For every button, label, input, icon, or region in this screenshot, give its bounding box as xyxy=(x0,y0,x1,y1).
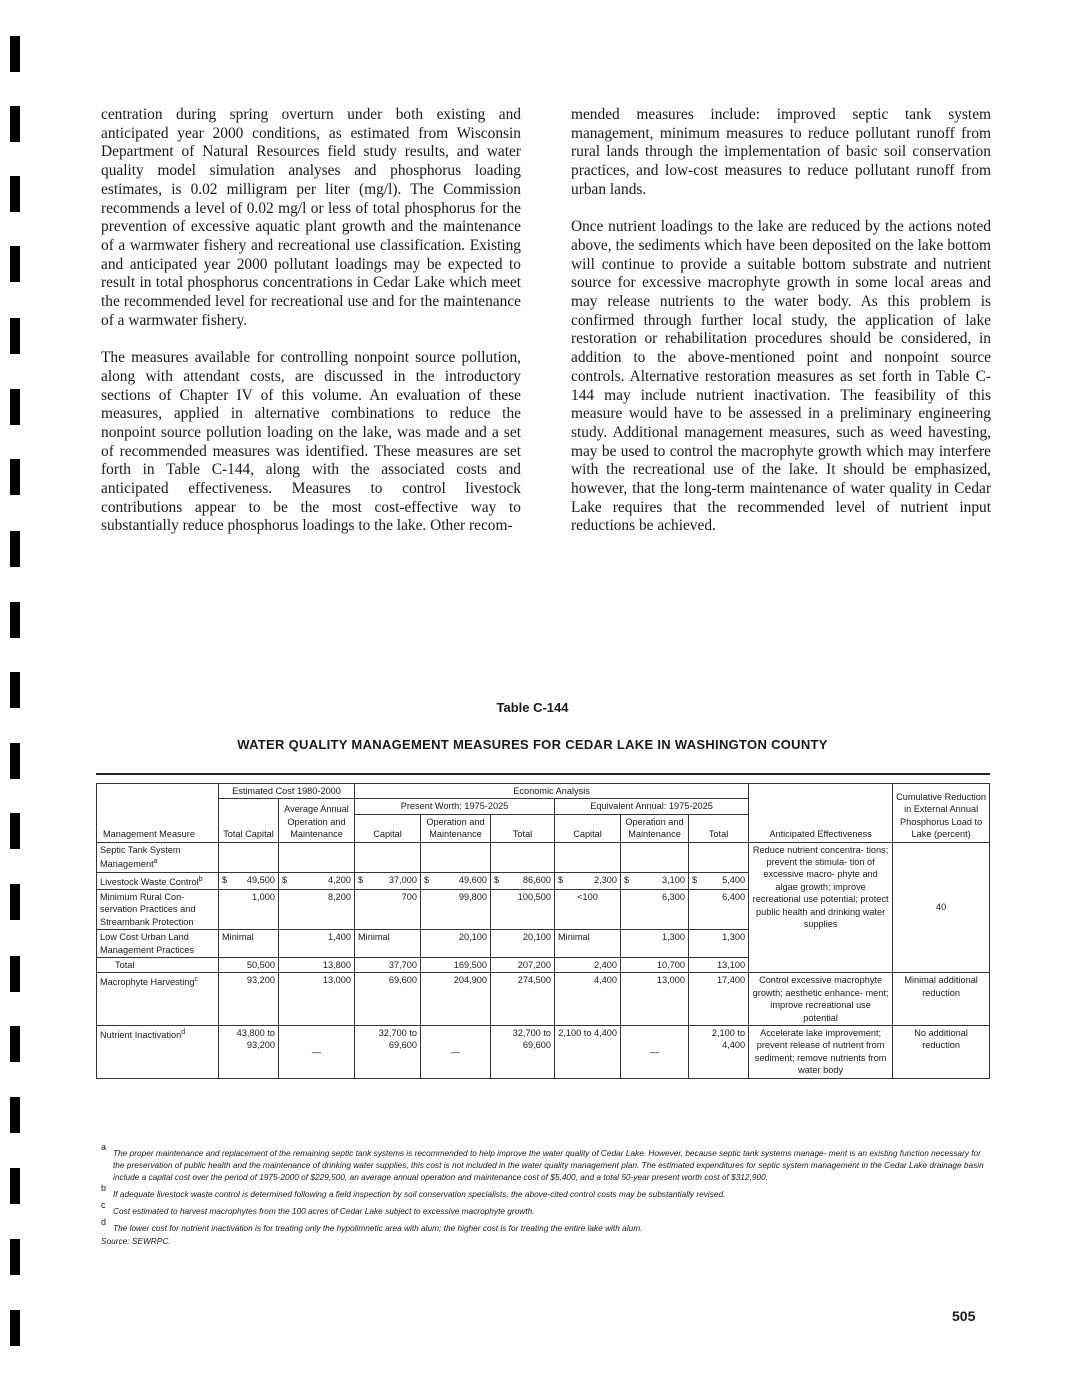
table-label: Table C-144 xyxy=(496,700,569,715)
measure-name: Total xyxy=(97,958,219,973)
binding-marks xyxy=(10,0,30,1380)
header-cumulative-reduction: Cumulative Reduction in External Annual Phosphorus Load to Lake (percent) xyxy=(893,784,990,843)
binding-mark xyxy=(10,318,20,354)
header-pw-total: Total xyxy=(491,814,555,842)
value-cell: 4,400 xyxy=(555,973,621,1026)
footnote-b: b If adequate livestock waste control is determined following a field inspection by soil conservation specialists, the above-cited control costs may be substantially revised. xyxy=(101,1183,726,1199)
value-cell: Minimal xyxy=(219,930,279,958)
table-footnotes xyxy=(101,1142,991,1247)
value-cell: 6,300 xyxy=(621,889,689,929)
value-cell: 700 xyxy=(355,889,421,929)
binding-mark xyxy=(10,602,20,638)
measure-name: Nutrient Inactivation$^d$ xyxy=(97,1026,219,1079)
table-row xyxy=(97,1026,990,1079)
value-cell: 274,500 xyxy=(491,973,555,1026)
value-cell: — xyxy=(279,1026,355,1079)
value-cell: 37,700 xyxy=(355,958,421,973)
binding-mark xyxy=(10,389,20,425)
header-pw-capital: Capital xyxy=(355,814,421,842)
header-estimated-cost: Estimated Cost 1980-2000 xyxy=(219,784,355,799)
table-title: WATER QUALITY MANAGEMENT MEASURES FOR CEDAR LAKE IN WASHINGTON COUNTY xyxy=(237,737,828,752)
value-cell: $ 86,600 xyxy=(491,872,555,889)
binding-mark xyxy=(10,1026,20,1062)
body-paragraph: mended measures include: improved septic tank system management, minimum measures to reduce pollutant runoff from rural lands through the implementation of basic soil conservation practices, and low-cost measures to reduce pollutant runoff from urban lands. xyxy=(571,106,991,198)
header-equivalent-annual: Equivalent Annual: 1975-2025 xyxy=(555,799,749,814)
measure-name: Minimum Rural Con- servation Practices and Streambank Protection xyxy=(97,889,219,929)
value-cell: $ 5,400 xyxy=(689,872,749,889)
body-paragraph: Once nutrient loadings to the lake are reduced by the actions noted above, the sediments which have been deposited on the lake bottom will continue to provide a suitable bottom substrate and nutrient source for excessive macrophyte growth in some local areas and may release nutrients to the water body. As this problem is confirmed through further local study, the application of lake restoration or rehabilitation procedures should be considered, in addition to the above-mentioned point and nonpoint source controls. Alternative restoration measures as set forth in Table C-144 may include nutrient inactivation. The feasibility of this measure would have to be assessed in a preliminary engineering study. Additional management measures, such as weed havesting, may be used to control the macrophyte growth which may interfere with the recreational use of the lake. It should be emphasized, however, that the long-term maintenance of water quality in Cedar Lake requires that the recommended level of nutrient input reductions be achieved. xyxy=(571,218,991,535)
effectiveness-cell: Reduce nutrient concentra- tions; prevent the stimula- tion of excessive macro- phyte and algae growth; improve recreational use potential; protect public health and drinking water supplies xyxy=(749,842,893,973)
footnote-c: c Cost estimated to harvest macrophytes from the 100 acres of Cedar Lake subject to excessive macrophyte growth. xyxy=(101,1200,535,1216)
value-cell: $ 2,300 xyxy=(555,872,621,889)
reduction-cell: Minimal additional reduction xyxy=(893,973,990,1026)
binding-mark xyxy=(10,1310,20,1346)
value-cell: 13,100 xyxy=(689,958,749,973)
value-cell: 1,300 xyxy=(689,930,749,958)
table-top-rule xyxy=(96,773,990,775)
value-cell: 69,600 xyxy=(355,973,421,1026)
binding-mark xyxy=(10,246,20,282)
measure-name: Livestock Waste Control$^b$ xyxy=(97,872,219,889)
value-cell: 2,100 to 4,400 xyxy=(689,1026,749,1079)
binding-mark xyxy=(10,1239,20,1275)
binding-mark xyxy=(10,36,20,72)
value-cell: 13,800 xyxy=(279,958,355,973)
value-cell: 99,800 xyxy=(421,889,491,929)
value-cell: $ 3,100 xyxy=(621,872,689,889)
measures-table xyxy=(96,783,990,1079)
binding-mark xyxy=(10,813,20,849)
value-cell: 1,000 xyxy=(219,889,279,929)
value-cell: 1,400 xyxy=(279,930,355,958)
effectiveness-cell: Accelerate lake improvement; prevent release of nutrient from sediment; remove nutrients from water body xyxy=(749,1026,893,1079)
reduction-cell: No additional reduction xyxy=(893,1026,990,1079)
footnote-d: d The lower cost for nutrient inactivation is for treating only the hypolimnetic area with alum; the higher cost is for treating the entire lake with alum. xyxy=(101,1217,643,1233)
table-row xyxy=(97,973,990,1026)
effectiveness-cell: Control excessive macrophyte growth; aesthetic enhance- ment; improve recreational use potential xyxy=(749,973,893,1026)
header-ea-om: Operation and Maintenance xyxy=(621,814,689,842)
binding-mark xyxy=(10,1168,20,1204)
value-cell: 32,700 to 69,600 xyxy=(355,1026,421,1079)
value-cell: 20,100 xyxy=(491,930,555,958)
header-management-measure: Management Measure xyxy=(97,784,219,843)
value-cell: 10,700 xyxy=(621,958,689,973)
left-text-column xyxy=(101,106,521,555)
value-cell: $ 49,500 xyxy=(219,872,279,889)
source-note: Source: SEWRPC. xyxy=(101,1236,171,1246)
measure-name: Low Cost Urban Land Management Practices xyxy=(97,930,219,958)
value-cell: 2,400 xyxy=(555,958,621,973)
binding-mark xyxy=(10,176,20,212)
value-cell: 13,000 xyxy=(621,973,689,1026)
value-cell: $ 49,600 xyxy=(421,872,491,889)
header-average-annual-om: Average Annual Operation and Maintenance xyxy=(279,799,355,842)
right-text-column xyxy=(571,106,991,555)
value-cell: 20,100 xyxy=(421,930,491,958)
header-ea-total: Total xyxy=(689,814,749,842)
table-row xyxy=(97,842,990,872)
value-cell: 32,700 to 69,600 xyxy=(491,1026,555,1079)
value-cell: — xyxy=(621,1026,689,1079)
binding-mark xyxy=(10,106,20,142)
value-cell: 6,400 xyxy=(689,889,749,929)
binding-mark xyxy=(10,531,20,567)
value-cell: 1,300 xyxy=(621,930,689,958)
value-cell: $ 4,200 xyxy=(279,872,355,889)
value-cell: 43,800 to 93,200 xyxy=(219,1026,279,1079)
value-cell: 207,200 xyxy=(491,958,555,973)
value-cell: 50,500 xyxy=(219,958,279,973)
header-total-capital: Total Capital xyxy=(219,799,279,842)
value-cell: Minimal xyxy=(355,930,421,958)
value-cell: 13,000 xyxy=(279,973,355,1026)
page-number: 505 xyxy=(952,1308,976,1324)
binding-mark xyxy=(10,1097,20,1133)
body-paragraph: The measures available for controlling nonpoint source pollution, along with attendant costs, are discussed in the introductory sections of Chapter IV of this volume. An evaluation of these measures, applied in alternative combinations to reduce the nonpoint source pollution loading on the lake, was made and a set of recommended measures was identified. These measures are set forth in Table C-144, along with the associated costs and anticipated effectiveness. Measures to control livestock contributions appear to be the most cost-effective way to substantially reduce phosphorus loadings to the lake. Other recom- xyxy=(101,349,521,535)
value-cell: $ 37,000 xyxy=(355,872,421,889)
value-cell: 8,200 xyxy=(279,889,355,929)
header-present-worth: Present Worth: 1975-2025 xyxy=(355,799,555,814)
value-cell: 100,500 xyxy=(491,889,555,929)
footnote-a: a The proper maintenance and replacement of the remaining septic tank systems is recommended to help improve the water quality of Cedar Lake. However, because septic tank systems manage- ment is an existing function necessary for the preservation of public health and the maintenance of drinking water supplies, this cost is not included in the water quality management plan. The estimated expenditures for septic system management in the Cedar Lake drainage basin include a capital cost over the period of 1975-2000 of $229,500, an average annual operation and maintenance cost of $5,400, and a total 50-year present worth cost of $312,900. xyxy=(101,1142,984,1182)
value-cell: 17,400 xyxy=(689,973,749,1026)
binding-mark xyxy=(10,956,20,992)
binding-mark xyxy=(10,884,20,920)
header-pw-om: Operation and Maintenance xyxy=(421,814,491,842)
header-anticipated-effectiveness: Anticipated Effectiveness xyxy=(749,784,893,843)
body-paragraph: centration during spring overturn under both existing and anticipated year 2000 conditions, as estimated from Wisconsin Department of Natural Resources field study results, and water quality model simulation analyses and phosphorus loading estimates, is 0.02 milligram per liter (mg/l). The Commission recommends a level of 0.02 mg/l or less of total phosphorus for the prevention of excessive aquatic plant growth and the maintenance of a warmwater fishery and recreational use classification. Existing and anticipated year 2000 pollutant loadings may be expected to result in total phosphorus concentrations in Cedar Lake which meet the recommended level for recreational use and for the maintenance of a warmwater fishery. xyxy=(101,106,521,329)
reduction-cell: 40 xyxy=(893,842,990,973)
value-cell: 2,100 to 4,400 xyxy=(555,1026,621,1079)
measure-name: Septic Tank System Management$^a$ xyxy=(97,842,219,872)
header-ea-capital: Capital xyxy=(555,814,621,842)
measure-name: Macrophyte Harvesting$^c$ xyxy=(97,973,219,1026)
value-cell: — xyxy=(421,1026,491,1079)
value-cell: Minimal xyxy=(555,930,621,958)
header-economic-analysis: Economic Analysis xyxy=(355,784,749,799)
value-cell: 93,200 xyxy=(219,973,279,1026)
value-cell: 204,900 xyxy=(421,973,491,1026)
value-cell: 169,500 xyxy=(421,958,491,973)
binding-mark xyxy=(10,459,20,495)
value-cell: <100 xyxy=(555,889,621,929)
